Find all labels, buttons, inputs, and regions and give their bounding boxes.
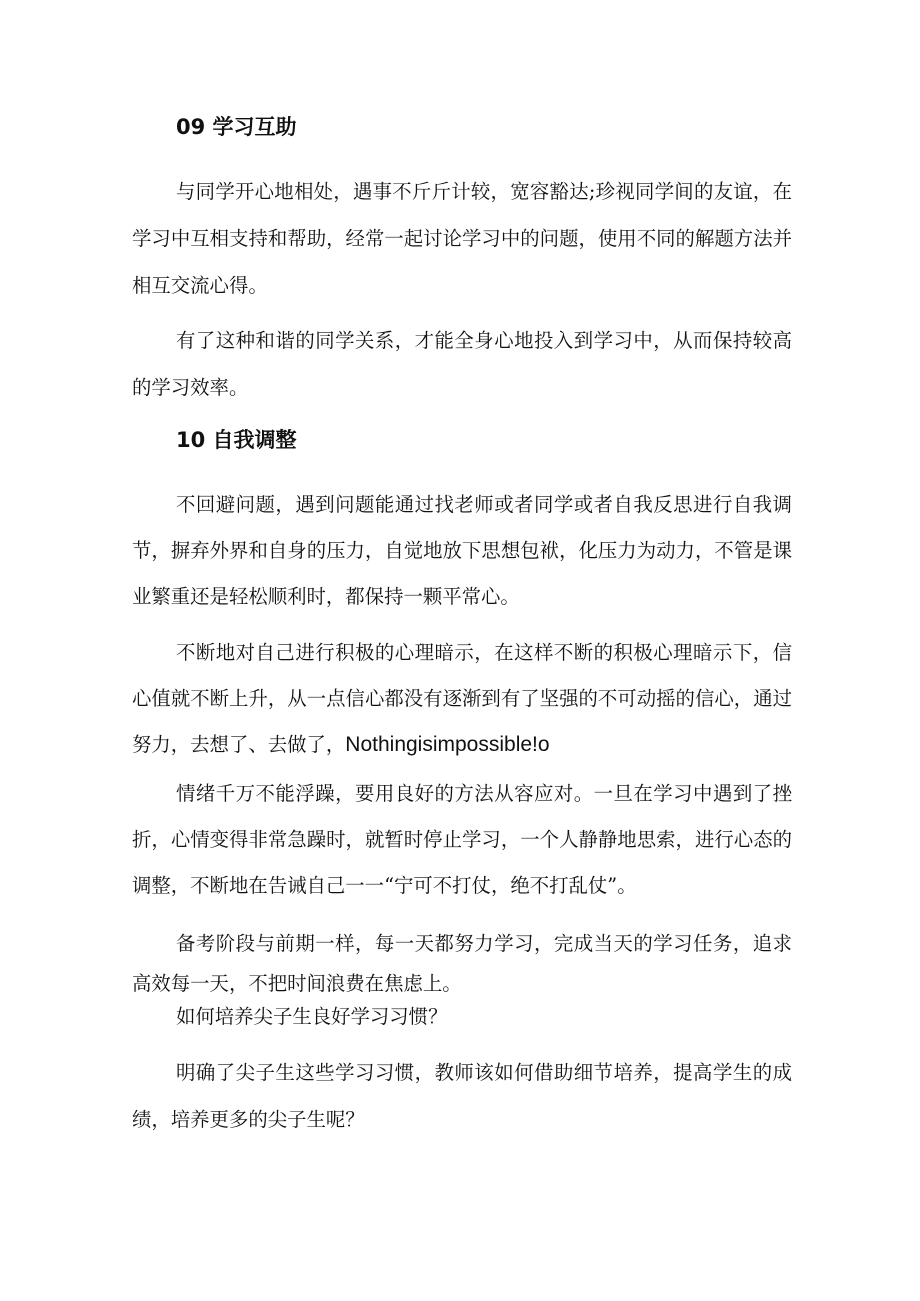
section-heading-10: 10 自我调整 xyxy=(176,428,297,452)
question-heading: 如何培养尖子生良好学习习惯？ xyxy=(176,1005,448,1028)
paragraph-positive-suggestion xyxy=(132,630,792,768)
paragraph-closing: 明确了尖子生这些学习习惯，教师该如何借助细节培养，提高学生的成绩，培养更多的尖子生呢？ xyxy=(132,1061,792,1131)
paragraph-peer-support: 与同学开心地相处，遇事不斤斤计较，宽容豁达;珍视同学间的友谊，在学习中互相支持和帮助，经常一起讨论学习中的问题，使用不同的解题方法并相互交流心得。 xyxy=(132,180,792,297)
paragraph-self-adjust: 不回避问题，遇到问题能通过找老师或者同学或者自我反思进行自我调节，摒弃外界和自身的压力，自觉地放下思想包袱，化压力为动力，不管是课业繁重还是轻松顺利时，都保持一颗平常心。 xyxy=(132,493,792,608)
paragraph-positive-suggestion-text: 不断地对自己进行积极的心理暗示，在这样不断的积极心理暗示下，信心值就不断上升，从一点信心都没有逐渐到有了坚强的不可动摇的信心，通过努力，去想了、去做了， xyxy=(132,641,792,756)
paragraph-exam-prep: 备考阶段与前期一样，每一天都努力学习，完成当天的学习任务，追求高效每一天，不把时间浪费在焦虑上。 xyxy=(132,932,792,995)
paragraph-emotions: 情绪千万不能浮躁，要用良好的方法从容应对。一旦在学习中遇到了挫折，心情变得非常急躁时，就暂时停止学习，一个人静静地思索，进行心态的调整，不断地在告诫自己一一“宁可不打仗，绝不打乱仗”。 xyxy=(132,782,792,897)
paragraph-harmony: 有了这种和谐的同学关系，才能全身心地投入到学习中，从而保持较高的学习效率。 xyxy=(132,329,792,399)
english-phrase: Nothingisimpossible!o xyxy=(345,733,550,756)
section-heading-09: 09 学习互助 xyxy=(176,115,297,139)
